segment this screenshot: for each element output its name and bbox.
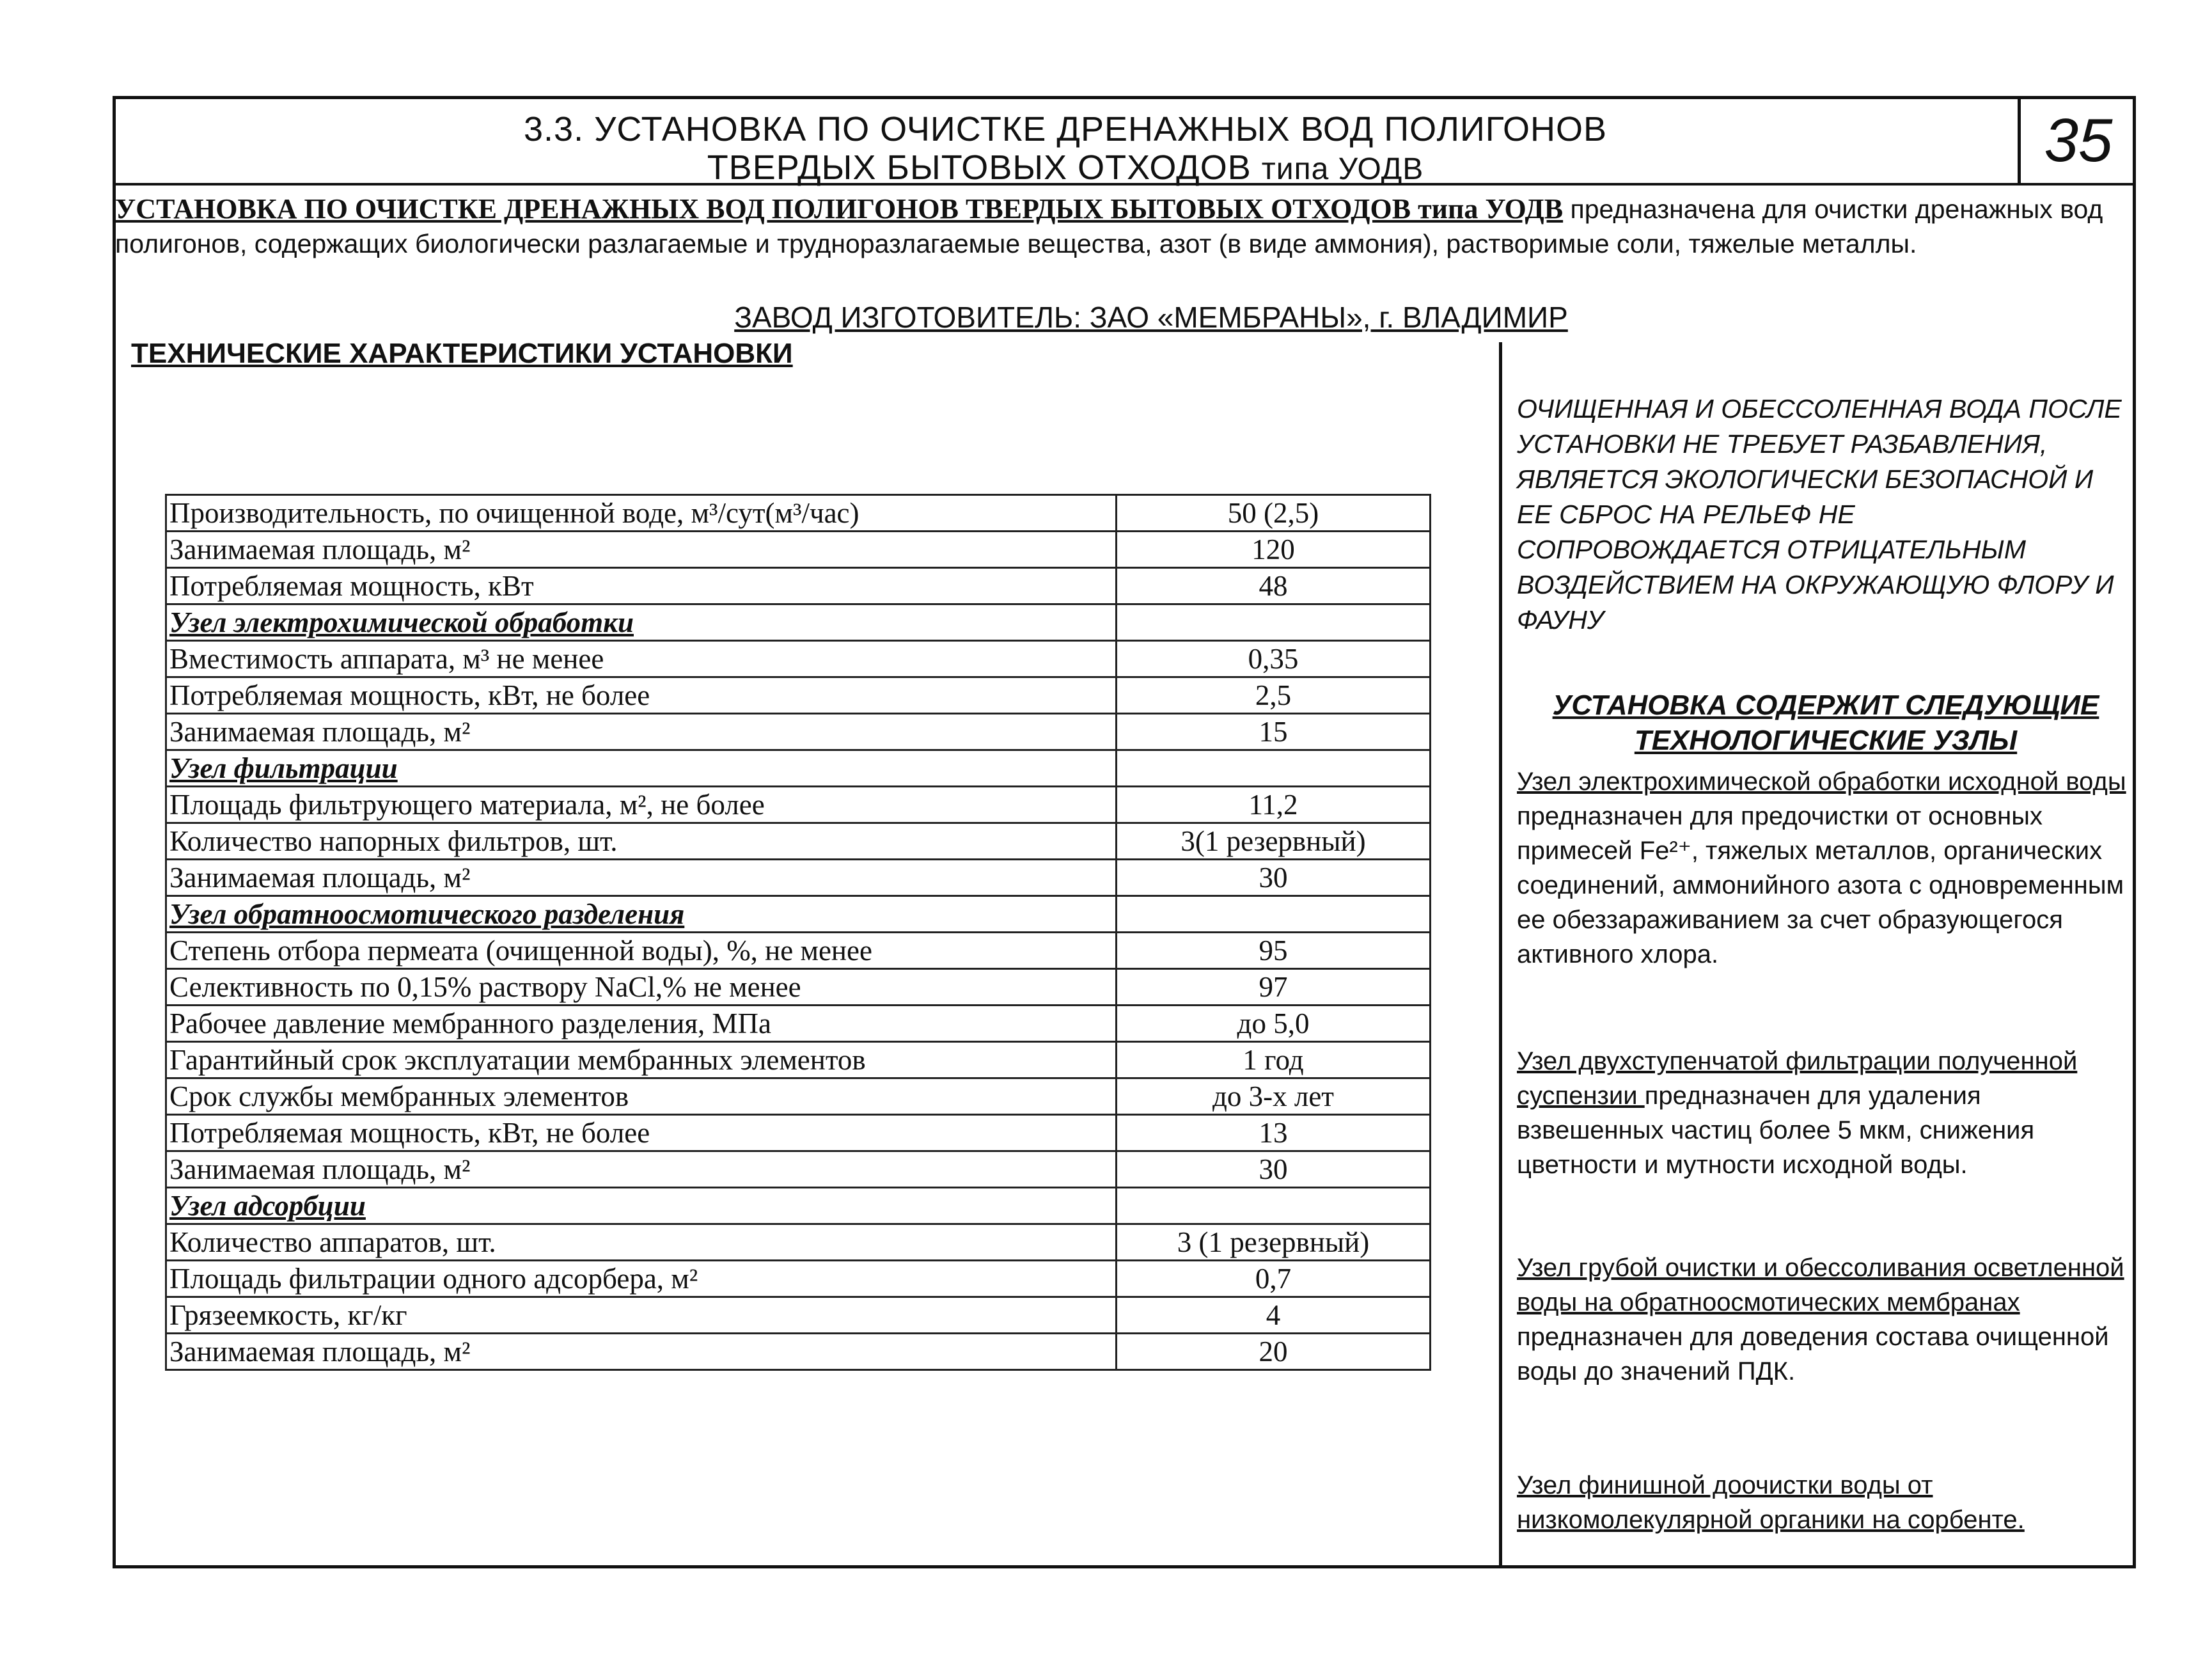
param-value: 120 <box>1117 532 1431 568</box>
table-row <box>166 1261 1431 1297</box>
intro-paragraph <box>115 192 2130 261</box>
node-electrochemical <box>1517 764 2128 972</box>
param-name: Селективность по 0,15% раствору NaCl,% не менее <box>166 969 1117 1006</box>
param-name: Потребляемая мощность, кВт <box>166 568 1117 604</box>
param-value: 3 (1 резервный) <box>1117 1224 1431 1261</box>
tech-specs-heading: ТЕХНИЧЕСКИЕ ХАРАКТЕРИСТИКИ УСТАНОВКИ <box>131 338 793 369</box>
param-value: 1 год <box>1117 1042 1431 1078</box>
param-name: Производительность, по очищенной воде, м³/сут(м³/час) <box>166 495 1117 532</box>
param-value: 50 (2,5) <box>1117 495 1431 532</box>
param-name: Занимаемая площадь, м² <box>166 860 1117 896</box>
node-filtration <box>1517 1044 2128 1182</box>
param-value <box>1117 750 1431 787</box>
table-section-row <box>166 1188 1431 1224</box>
param-name: Рабочее давление мембранного разделения, МПа <box>166 1006 1117 1042</box>
node-text: предназначен для доведения состава очищенной воды до значений ПДК. <box>1517 1323 2109 1385</box>
param-value: 95 <box>1117 933 1431 969</box>
param-name: Гарантийный срок эксплуатации мембранных элементов <box>166 1042 1117 1078</box>
table-row <box>166 823 1431 860</box>
node-title: Узел электрохимической обработки исходной воды <box>1517 768 2126 796</box>
param-value: до 3-х лет <box>1117 1078 1431 1115</box>
node-text: предназначен для предочистки от основных примесей Fe²⁺, тяжелых металлов, органических соединений, аммонийного азота с одновременным ее обеззараживанием за счет образующегося активного хлора. <box>1517 802 2124 968</box>
param-value: 11,2 <box>1117 787 1431 823</box>
param-value: 0,35 <box>1117 641 1431 677</box>
param-value <box>1117 604 1431 641</box>
table-row <box>166 860 1431 896</box>
table-row <box>166 1078 1431 1115</box>
intro-text: предназначена для очистки дренажных вод полигонов, содержащих биологически разлагаемые и трудноразлагаемые вещества, азот (в виде аммония), растворимые соли, тяжелые металлы. <box>115 194 2103 258</box>
param-value: 4 <box>1117 1297 1431 1334</box>
param-name: Узел фильтрации <box>166 750 1117 787</box>
param-value: 15 <box>1117 714 1431 750</box>
param-name: Узел адсорбции <box>166 1188 1117 1224</box>
param-name: Узел обратноосмотического разделения <box>166 896 1117 933</box>
param-value <box>1117 896 1431 933</box>
table-section-row <box>166 896 1431 933</box>
param-name: Занимаемая площадь, м² <box>166 1151 1117 1188</box>
param-value <box>1117 1188 1431 1224</box>
param-name: Количество аппаратов, шт. <box>166 1224 1117 1261</box>
table-row <box>166 933 1431 969</box>
page-number-box <box>2018 96 2136 185</box>
node-title: Узел двухступенчатой фильтрации полученной суспензии <box>1517 1047 2078 1110</box>
node-text: предназначен для удаления взвешенных частиц более 5 мкм, снижения цветности и мутности исходной воды. <box>1517 1082 2035 1179</box>
table-row <box>166 1297 1431 1334</box>
param-name: Занимаемая площадь, м² <box>166 1334 1117 1370</box>
param-name: Количество напорных фильтров, шт. <box>166 823 1117 860</box>
param-name: Грязеемкость, кг/кг <box>166 1297 1117 1334</box>
table-row <box>166 787 1431 823</box>
specs-table <box>165 494 1431 1371</box>
table-row <box>166 1151 1431 1188</box>
param-name: Площадь фильтрации одного адсорбера, м² <box>166 1261 1117 1297</box>
param-value: 97 <box>1117 969 1431 1006</box>
nodes-heading: УСТАНОВКА СОДЕРЖИТ СЛЕДУЮЩИЕ ТЕХНОЛОГИЧЕСКИЕ УЗЛЫ <box>1552 690 2099 756</box>
param-name: Площадь фильтрующего материала, м², не более <box>166 787 1117 823</box>
param-name: Занимаемая площадь, м² <box>166 714 1117 750</box>
param-value: 30 <box>1117 860 1431 896</box>
table-row <box>166 641 1431 677</box>
param-value: 13 <box>1117 1115 1431 1151</box>
title-line-2-type: типа УОДВ <box>1261 152 1424 186</box>
param-value: 48 <box>1117 568 1431 604</box>
table-row <box>166 1042 1431 1078</box>
column-divider <box>1499 342 1502 1568</box>
intro-lead: УСТАНОВКА ПО ОЧИСТКЕ ДРЕНАЖНЫХ ВОД ПОЛИГОНОВ ТВЕРДЫХ БЫТОВЫХ ОТХОДОВ типа УОДВ <box>115 193 1564 225</box>
table-section-row <box>166 604 1431 641</box>
node-adsorption <box>1517 1468 2128 1537</box>
param-value: до 5,0 <box>1117 1006 1431 1042</box>
table-row <box>166 568 1431 604</box>
page-header <box>113 96 2136 185</box>
param-value: 3(1 резервный) <box>1117 823 1431 860</box>
param-name: Занимаемая площадь, м² <box>166 532 1117 568</box>
table-row <box>166 969 1431 1006</box>
node-title: Узел финишной доочистки воды от низкомолекулярной органики на сорбенте. <box>1517 1471 2025 1534</box>
table-row <box>166 1115 1431 1151</box>
title-line-2 <box>113 148 2018 189</box>
title-line-2-main: ТВЕРДЫХ БЫТОВЫХ ОТХОДОВ <box>707 148 1262 187</box>
table-row <box>166 1224 1431 1261</box>
table-row <box>166 495 1431 532</box>
water-quality-note: ОЧИЩЕННАЯ И ОБЕССОЛЕННАЯ ВОДА ПОСЛЕ УСТАНОВКИ НЕ ТРЕБУЕТ РАЗБАВЛЕНИЯ, ЯВЛЯЕТСЯ ЭКОЛОГИЧЕСКИ БЕЗОПАСНОЙ И ЕЕ СБРОС НА РЕЛЬЕФ НЕ СОПРОВОЖДАЕТСЯ ОТРИЦАТЕЛЬНЫМ ВОЗДЕЙСТВИЕМ НА ОКРУЖАЮЩУЮ ФЛОРУ И ФАУНУ <box>1517 394 2122 635</box>
param-name: Вместимость аппарата, м³ не менее <box>166 641 1117 677</box>
table-row <box>166 1006 1431 1042</box>
table-row <box>166 714 1431 750</box>
param-name: Потребляемая мощность, кВт, не более <box>166 1115 1117 1151</box>
table-section-row <box>166 750 1431 787</box>
page-number: 35 <box>2044 106 2113 175</box>
param-name: Узел электрохимической обработки <box>166 604 1117 641</box>
title-line-1: 3.3. УСТАНОВКА ПО ОЧИСТКЕ ДРЕНАЖНЫХ ВОД ПОЛИГОНОВ <box>524 110 1607 148</box>
param-name: Потребляемая мощность, кВт, не более <box>166 677 1117 714</box>
node-title: Узел грубой очистки и обессоливания осветленной воды на обратноосмотических мембранах <box>1517 1254 2124 1316</box>
table-row <box>166 532 1431 568</box>
page-title <box>113 110 2018 189</box>
param-value: 0,7 <box>1117 1261 1431 1297</box>
param-value: 2,5 <box>1117 677 1431 714</box>
param-name: Срок службы мембранных элементов <box>166 1078 1117 1115</box>
param-value: 20 <box>1117 1334 1431 1370</box>
manufacturer-line: ЗАВОД ИЗГОТОВИТЕЛЬ: ЗАО «МЕМБРАНЫ», г. ВЛАДИМИР <box>734 301 1568 334</box>
param-value: 30 <box>1117 1151 1431 1188</box>
table-row <box>166 677 1431 714</box>
param-name: Степень отбора пермеата (очищенной воды), %, не менее <box>166 933 1117 969</box>
table-row <box>166 1334 1431 1370</box>
node-reverse-osmosis <box>1517 1251 2128 1389</box>
